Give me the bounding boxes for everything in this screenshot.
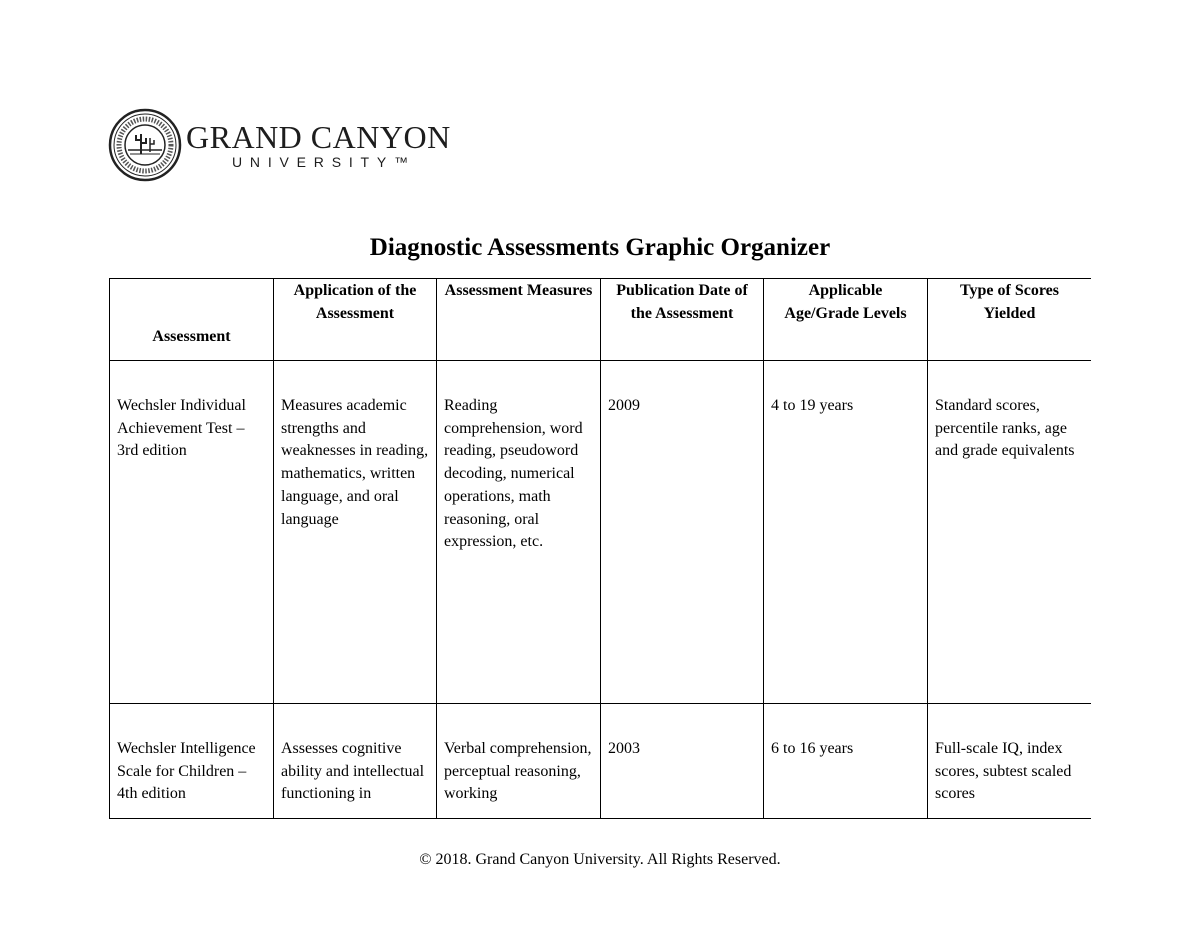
header-publication-date: Publication Date of the Assessment	[601, 279, 764, 361]
organizer-table	[109, 278, 1091, 819]
organizer-table-container	[109, 278, 1091, 819]
header-assessment: Assessment	[110, 279, 274, 361]
cell-assessment: Wechsler Individual Achievement Test – 3rd edition	[110, 361, 274, 704]
cell-assessment: Wechsler Intelligence Scale for Children – 4th edition	[110, 704, 274, 820]
logo-subtitle: UNIVERSITY™	[232, 154, 416, 170]
table-row	[110, 704, 1092, 820]
header-measures: Assessment Measures	[437, 279, 601, 361]
table-row	[110, 361, 1092, 704]
cell-age-grade: 4 to 19 years	[764, 361, 928, 704]
header-row	[110, 279, 1092, 361]
cell-score-types: Full-scale IQ, index scores, subtest scaled scores	[928, 704, 1092, 820]
cell-measures: Verbal comprehension, perceptual reasoning, working	[437, 704, 601, 820]
copyright-footer: © 2018. Grand Canyon University. All Rights Reserved.	[419, 851, 781, 868]
cell-publication-date: 2009	[601, 361, 764, 704]
cell-age-grade: 6 to 16 years	[764, 704, 928, 820]
cell-application: Assesses cognitive ability and intellectual functioning in	[274, 704, 437, 820]
header-application: Application of the Assessment	[274, 279, 437, 361]
cell-score-types: Standard scores, percentile ranks, age and grade equivalents	[928, 361, 1092, 704]
cell-measures: Reading comprehension, word reading, pseudoword decoding, numerical operations, math reasoning, oral expression, etc.	[437, 361, 601, 704]
university-logo	[108, 108, 451, 182]
cell-application: Measures academic strengths and weaknesses in reading, mathematics, written language, and oral language	[274, 361, 437, 704]
logo-wordmark: GRAND CANYON	[186, 119, 451, 155]
header-age-grade: Applicable Age/Grade Levels	[764, 279, 928, 361]
university-seal-icon	[108, 108, 182, 182]
cell-publication-date: 2003	[601, 704, 764, 820]
header-score-types: Type of Scores Yielded	[928, 279, 1092, 361]
page-title: Diagnostic Assessments Graphic Organizer	[369, 234, 831, 261]
